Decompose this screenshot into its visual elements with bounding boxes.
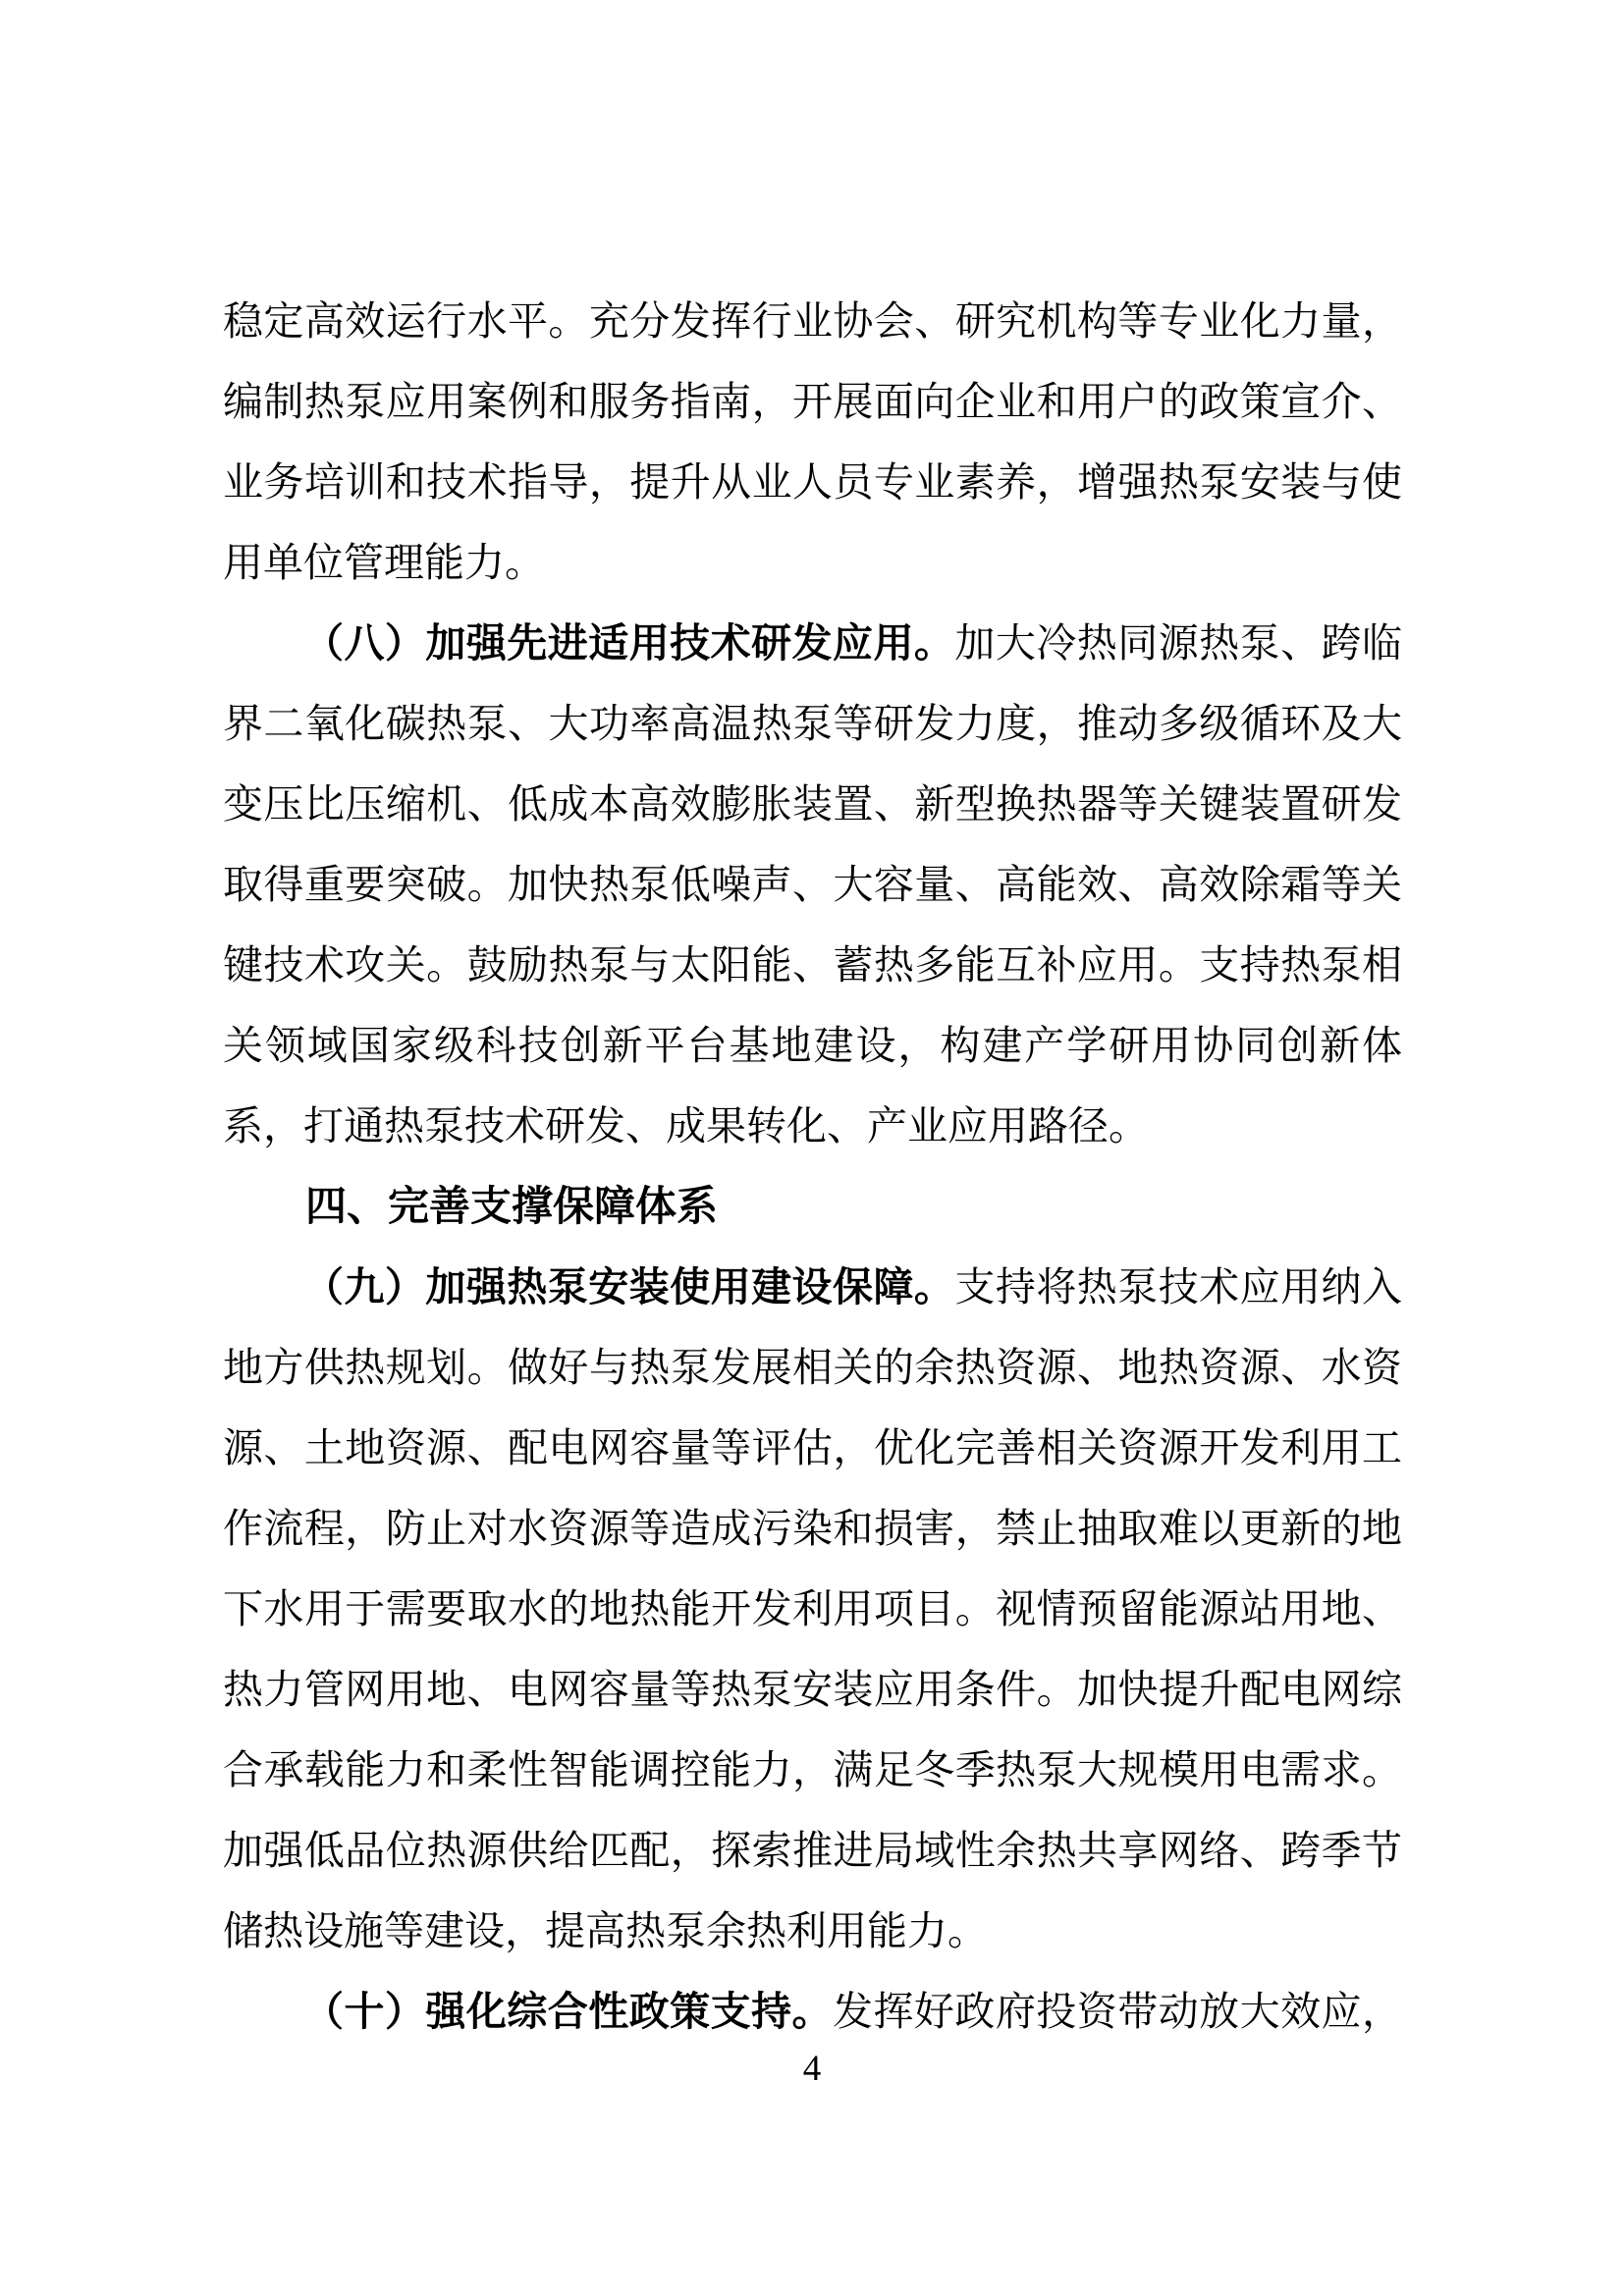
body-text: 源、土地资源、配电网容量等评估，优化完善相关资源开发利用工 — [223, 1425, 1402, 1470]
text-line — [223, 1488, 1402, 1569]
text-line — [223, 1810, 1402, 1891]
text-line — [223, 603, 1402, 683]
body-text: 业务培训和技术指导，提升从业人员专业素养，增强热泵安装与使 — [223, 459, 1402, 505]
body-text: 发挥好政府投资带动放大效应， — [833, 1989, 1402, 2034]
section-heading — [223, 1166, 1402, 1247]
body-text: 地方供热规划。做好与热泵发展相关的余热资源、地热资源、水资 — [223, 1345, 1402, 1390]
body-text: 支持将热泵技术应用纳入 — [954, 1264, 1403, 1309]
body-text: 稳定高效运行水平。充分发挥行业协会、研究机构等专业化力量， — [223, 298, 1402, 344]
text-line — [223, 764, 1402, 844]
body-text: 取得重要突破。加快热泵低噪声、大容量、高能效、高效除霜等关 — [223, 862, 1402, 907]
body-text: 加大冷热同源热泵、跨临 — [954, 620, 1403, 666]
body-text: 键技术攻关。鼓励热泵与太阳能、蓄热多能互补应用。支持热泵相 — [223, 942, 1402, 988]
emphasis-text: （八）加强先进适用技术研发应用。 — [303, 620, 955, 666]
text-line — [223, 1327, 1402, 1408]
body-text: 下水用于需要取水的地热能开发利用项目。视情预留能源站用地、 — [223, 1586, 1402, 1631]
body-text: 系，打通热泵技术研发、成果转化、产业应用路径。 — [223, 1103, 1149, 1148]
text-line — [223, 1408, 1402, 1488]
text-line — [223, 522, 1402, 603]
body-text: 用单位管理能力。 — [223, 540, 545, 585]
text-line — [223, 1005, 1402, 1086]
emphasis-text: 四、完善支撑保障体系 — [305, 1183, 719, 1229]
body-text: 关领域国家级科技创新平台基地建设，构建产学研用协同创新体 — [223, 1023, 1402, 1068]
text-line — [223, 1247, 1402, 1327]
text-line — [223, 1649, 1402, 1730]
body-text: 加强低品位热源供给匹配，探索推进局域性余热共享网络、跨季节 — [223, 1828, 1402, 1873]
text-line — [223, 1569, 1402, 1649]
page-number: 4 — [802, 2049, 822, 2089]
text-line — [223, 844, 1402, 925]
body-text: 合承载能力和柔性智能调控能力，满足冬季热泵大规模用电需求。 — [223, 1747, 1402, 1792]
text-line — [223, 442, 1402, 522]
text-line — [223, 683, 1402, 764]
text-line — [223, 1086, 1402, 1166]
document-body — [223, 281, 1402, 2052]
body-text: 热力管网用地、电网容量等热泵安装应用条件。加快提升配电网综 — [223, 1667, 1402, 1712]
text-line — [223, 1971, 1402, 2052]
text-line — [223, 1730, 1402, 1810]
text-line — [223, 1891, 1402, 1971]
body-text: 变压比压缩机、低成本高效膨胀装置、新型换热器等关键装置研发 — [223, 781, 1402, 827]
body-text: 界二氧化碳热泵、大功率高温热泵等研发力度，推动多级循环及大 — [223, 701, 1402, 746]
body-text: 编制热泵应用案例和服务指南，开展面向企业和用户的政策宣介、 — [223, 379, 1402, 424]
text-line — [223, 281, 1402, 361]
text-line — [223, 925, 1402, 1005]
emphasis-text: （十）强化综合性政策支持。 — [303, 1989, 833, 2034]
emphasis-text: （九）加强热泵安装使用建设保障。 — [303, 1264, 955, 1309]
body-text: 储热设施等建设，提高热泵余热利用能力。 — [223, 1908, 988, 1953]
text-line — [223, 361, 1402, 442]
body-text: 作流程，防止对水资源等造成污染和损害，禁止抽取难以更新的地 — [223, 1506, 1402, 1551]
